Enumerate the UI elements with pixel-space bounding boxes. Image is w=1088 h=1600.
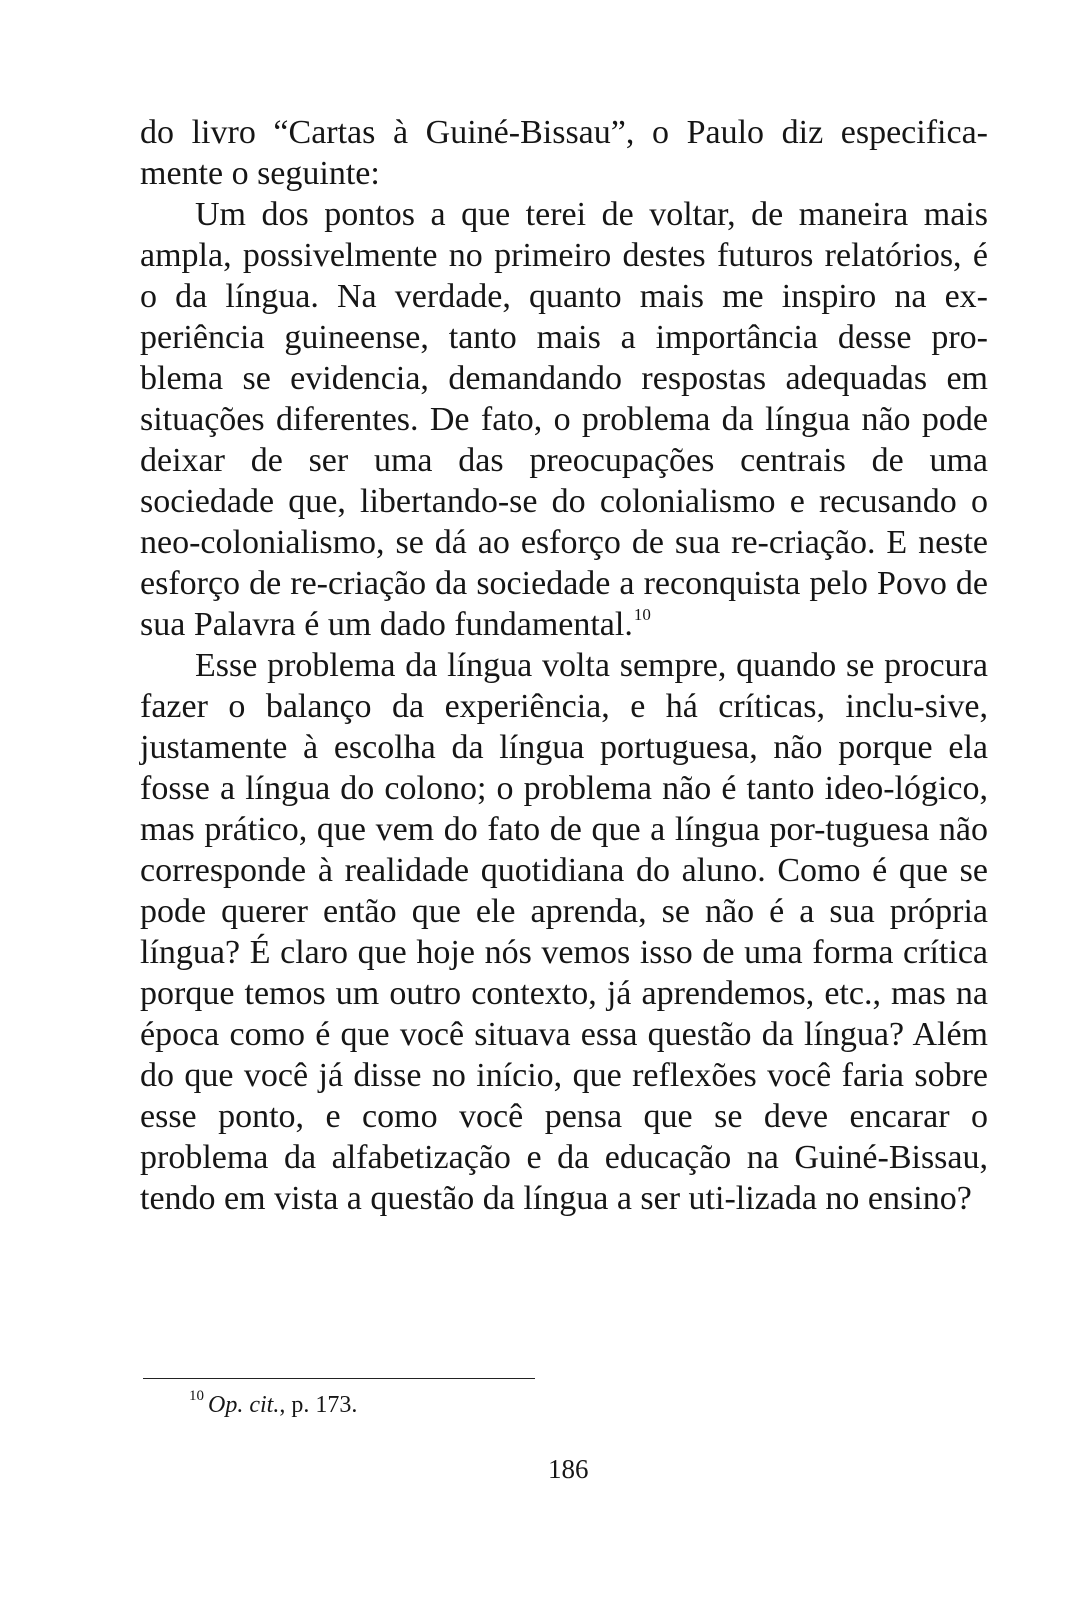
body-text [140,112,988,1219]
footnote [188,1390,357,1420]
block-quote [140,194,988,645]
footnote-reference: 10 [633,605,651,624]
paragraph-question: Esse problema da língua volta sempre, quando se procura fazer o balanço da experiência, e há críticas, inclu-sive, justamente à escolha da língua portuguesa, não porque ela fosse a língua do colono; o problema não é tanto ideo-lógico, mas prático, que vem do fato de que a língua por-tuguesa não corresponde à realidade quotidiana do aluno. Como é que se pode querer então que ele aprenda, se não é a sua própria língua? É claro que hoje nós vemos isso de uma forma crítica porque temos um outro contexto, já aprendemos, etc., mas na época como é que você situava essa questão da língua? Além do que você já disse no início, que reflexões você faria sobre esse ponto, e como você pensa que se deve encarar o problema da alfabetização e da educação na Guiné-Bissau, tendo em vista a questão da língua a ser uti-lizada no ensino? [140,647,988,1217]
page-number: 186 [548,1454,589,1484]
footnote-divider [143,1378,535,1379]
footnote-number: 10 [189,1388,204,1404]
paragraph-intro: do livro “Cartas à Guiné-Bissau”, o Paulo diz especifica-mente o seguinte: [140,114,988,192]
footnote-page-reference: , p. 173. [279,1392,358,1418]
quote-text: Um dos pontos a que terei de voltar, de maneira mais ampla, possivelmente no primeiro destes futuros relatórios, é o da língua. Na verdade, quanto mais me inspiro na ex-periência guineense, tanto mais a importância desse pro-blema se evidencia, demandando respostas adequadas em situações diferentes. De fato, o problema da língua não pode deixar de ser uma das preocupações centrais de uma sociedade que, libertando-se do colonialismo e recusando o neo-colonialismo, se dá ao esforço de sua re-criação. E neste esforço de re-criação da sociedade a reconquista pelo Povo de sua Palavra é um dado fundamental. [140,196,988,643]
footnote-citation: Op. cit. [208,1392,280,1418]
